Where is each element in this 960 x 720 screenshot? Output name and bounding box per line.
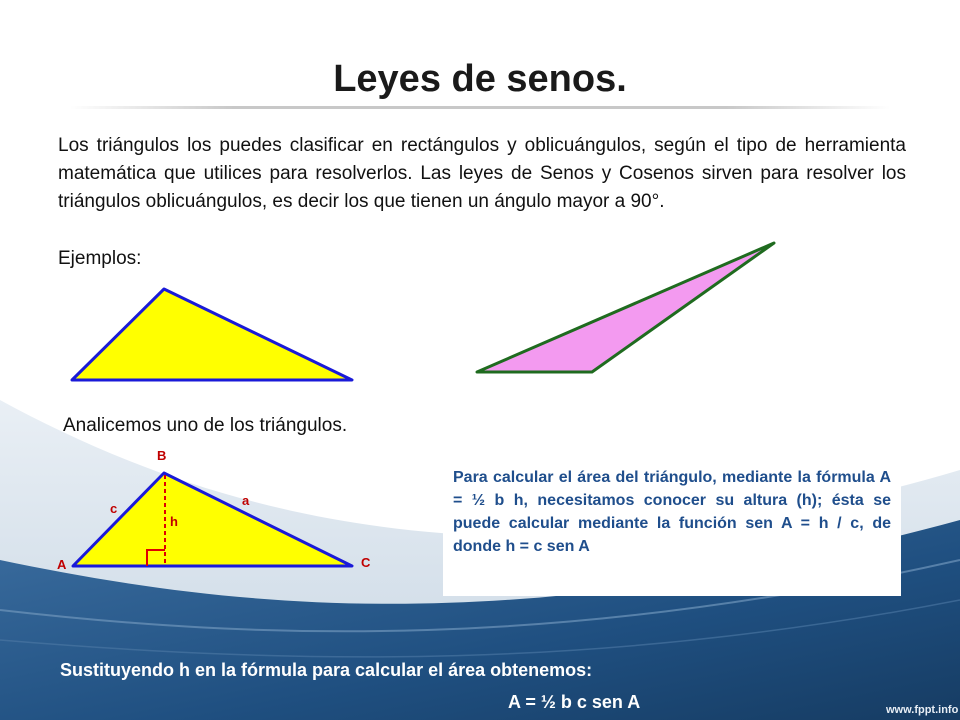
side-c-label: c: [110, 501, 118, 516]
analyze-text: Analicemos uno de los triángulos.: [63, 415, 348, 436]
height-label: h: [170, 514, 178, 529]
brand-watermark: www.fppt.info: [886, 704, 959, 716]
vertex-c-label: C: [361, 555, 371, 570]
slide-title: Leyes de senos.: [333, 58, 627, 100]
analysis-triangle: [73, 473, 352, 566]
intro-paragraph: Los triángulos los puedes clasificar en rectángulos y oblicuángulos, según el tipo de herramienta matemática que utilices para resolverlos. Las leyes de Senos y Cosenos sirven para resolver los triángulos oblicuángulos, es decir los que tienen un ángulo mayor a 90°.: [58, 135, 906, 212]
examples-label: Ejemplos:: [58, 248, 142, 269]
vertex-b-label: B: [157, 448, 167, 463]
area-formula: A = ½ b c sen A: [508, 692, 641, 712]
area-info-box: Para calcular el área del triángulo, mediante la fórmula A = ½ b h, necesitamos conocer su altura (h); ésta se puede calcular mediante la función sen A = h / c, de donde h = c sen A: [443, 458, 901, 596]
substitution-text: Sustituyendo h en la fórmula para calcular el área obtenemos:: [60, 660, 593, 680]
vertex-a-label: A: [57, 557, 67, 572]
side-a-label: a: [242, 493, 250, 508]
